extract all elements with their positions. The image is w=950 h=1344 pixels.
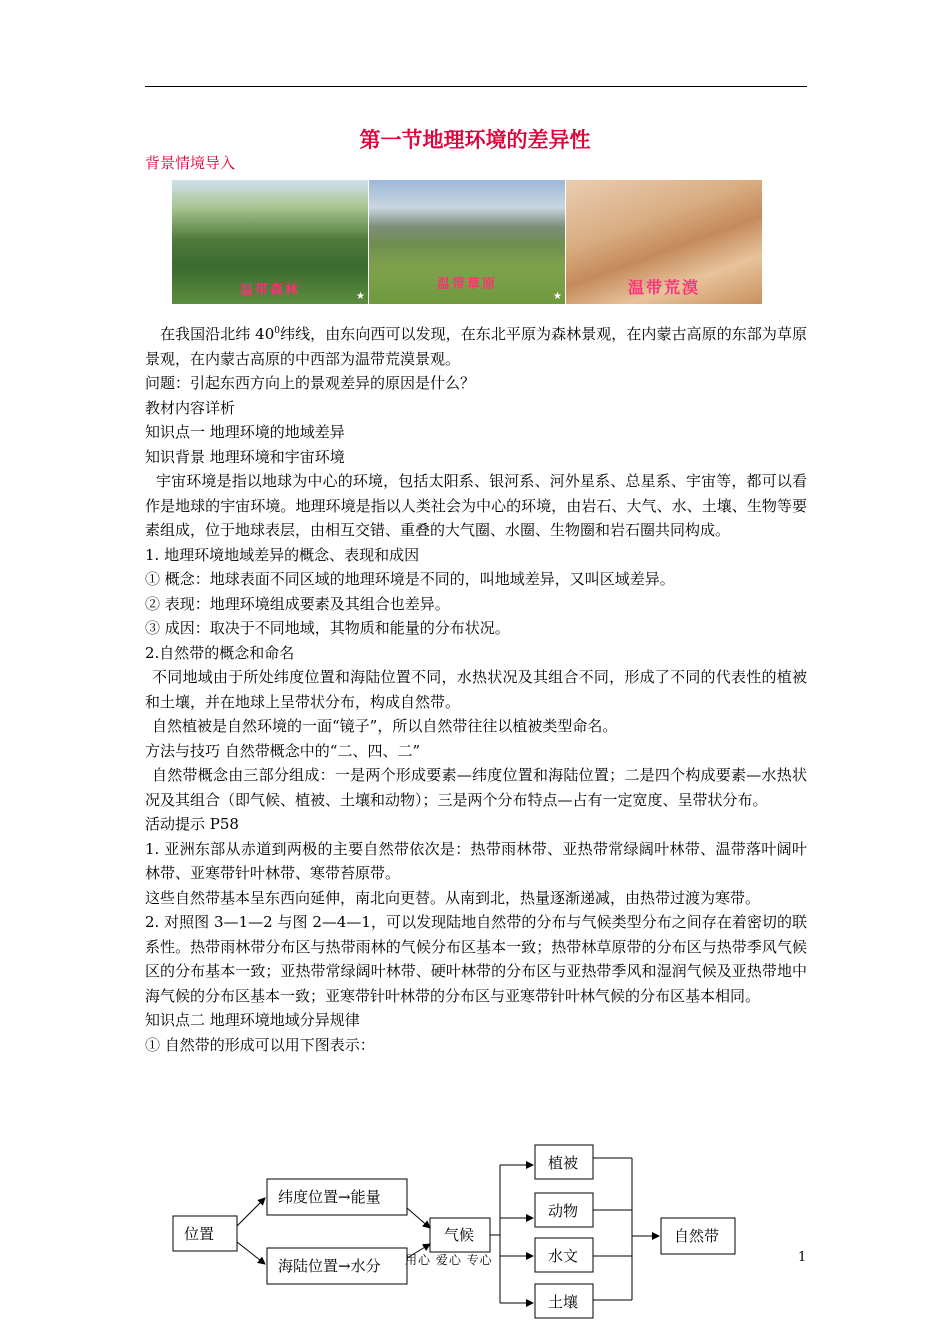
method-paragraph: 自然带概念由三部分组成：一是两个形成要素—纬度位置和海陆位置；二是四个构成要素—水热状况及其组合（即气候、植被、土壤和动物）；三是两个分布特点—占有一定宽度、呈带状分布。 [145,766,807,809]
position-label: 位置 [184,1225,215,1243]
analysis-heading: 教材内容详析 [145,398,236,417]
knowledge-point-2: 知识点二 地理环境地域分异规律 [145,1011,360,1029]
latitude-label: 纬度位置→能量 [278,1188,381,1206]
star-icon: ★ [356,291,365,302]
cause-item: ③ 成因：取决于不同地域，其物质和能量的分布状况。 [145,619,510,637]
vegetation-label: 植被 [548,1154,579,1172]
grassland-photo [369,180,565,304]
question: 问题：引起东西方向上的景观差异的原因是什么？ [145,374,476,392]
universe-paragraph: 宇宙环境是指以地球为中心的环境，包括太阳系、银河系、河外星系、总星系、宇宙等，都可以看作是地球的宇宙环境。地理环境是指以人类社会为中心的环境，由岩石、大气、水、土壤、生物等要素组成，位于地球表层，由相互交错、重叠的大气圈、水圈、生物圈和岩石圈共同构成。 [145,472,807,539]
heading-2: 2.自然带的概念和命名 [145,643,295,662]
soil-label: 土壤 [548,1293,579,1311]
knowledge-point-1: 知识点一 地理环境的地域差异 [145,423,345,441]
forest-caption: 温带森林 [239,283,300,298]
page-title: 第一节地理环境的差异性 [359,128,591,152]
activity-1: 1. 亚洲东部从赤道到两极的主要自然带依次是：热带雨林带、亚热带常绿阔叶林带、温带落叶阔叶林带、亚寒带针叶林带、寒带苔原带。 [145,839,807,882]
intro-paragraph: 在我国沿北纬 $40^0$纬线，由东向西可以发现，在东北平原为森林景观，在内蒙古高原的东部为草原景观，在内蒙古高原的中西部为温带荒漠景观。 [145,325,807,368]
section-background-label: 背景情境导入 [145,154,236,172]
concept-item: ① 概念：地球表面不同区域的地理环境是不同的，叫地域差异，又叫区域差异。 [145,570,675,588]
activity-heading: 活动提示 P58 [145,815,239,833]
zone-paragraph-2: 自然植被是自然环境的一面“镜子”，所以自然带往往以植被类型命名。 [152,717,618,735]
method-heading: 方法与技巧 自然带概念中的“二、四、二” [145,741,421,760]
animals-label: 动物 [548,1202,579,1220]
activity-1b: 这些自然带基本呈东西向延伸，南北向更替。从南到北，热量逐渐递减，由热带过渡为寒带。 [145,888,761,907]
formation-intro: ① 自然带的形成可以用下图表示： [145,1035,375,1054]
natural-zone-diagram [0,1140,950,1344]
header-rule [145,86,807,87]
heading-1: 1. 地理环境地域差异的概念、表现和成因 [145,545,420,564]
expression-item: ② 表现：地理环境组成要素及其组合也差异。 [145,594,450,613]
landscape-photos [172,180,762,304]
grassland-caption: 温带草原 [436,277,497,292]
star-icon: ★ [553,291,562,302]
page-number: 1 [798,1250,807,1265]
footer-text: 用心 爱心 专心 [405,1253,493,1267]
zone-paragraph-1: 不同地域由于所处纬度位置和海陆位置不同，水热状况及其组合不同，形成了不同的代表性的植被和土壤，并在地球上呈带状分布，构成自然带。 [145,668,807,711]
hydrology-label: 水文 [548,1247,579,1265]
knowledge-background: 知识背景 地理环境和宇宙环境 [145,447,345,466]
desert-photo [566,180,762,304]
activity-2: 2. 对照图 3—1—2 与图 2—4—1，可以发现陆地自然带的分布与气候类型分布之间存在着密切的联系性。热带雨林带分布区与热带雨林的气候分布区基本一致；热带林草原带的分布区与热带季风气候区的分布基本一致；亚热带常绿阔叶林带、硬叶林带的分布区与亚热带季风和湿润气候及亚热带地中海气候的分布区基本一致；亚寒带针叶林带的分布区与亚寒带针叶林气候的分布区基本相同。 [145,913,807,1005]
forest-photo [172,180,368,304]
land-sea-label: 海陆位置→水分 [278,1257,381,1275]
natural-zone-label: 自然带 [674,1227,720,1245]
desert-caption: 温带荒漠 [627,278,700,297]
climate-label: 气候 [444,1226,475,1244]
body-text [145,322,807,1057]
